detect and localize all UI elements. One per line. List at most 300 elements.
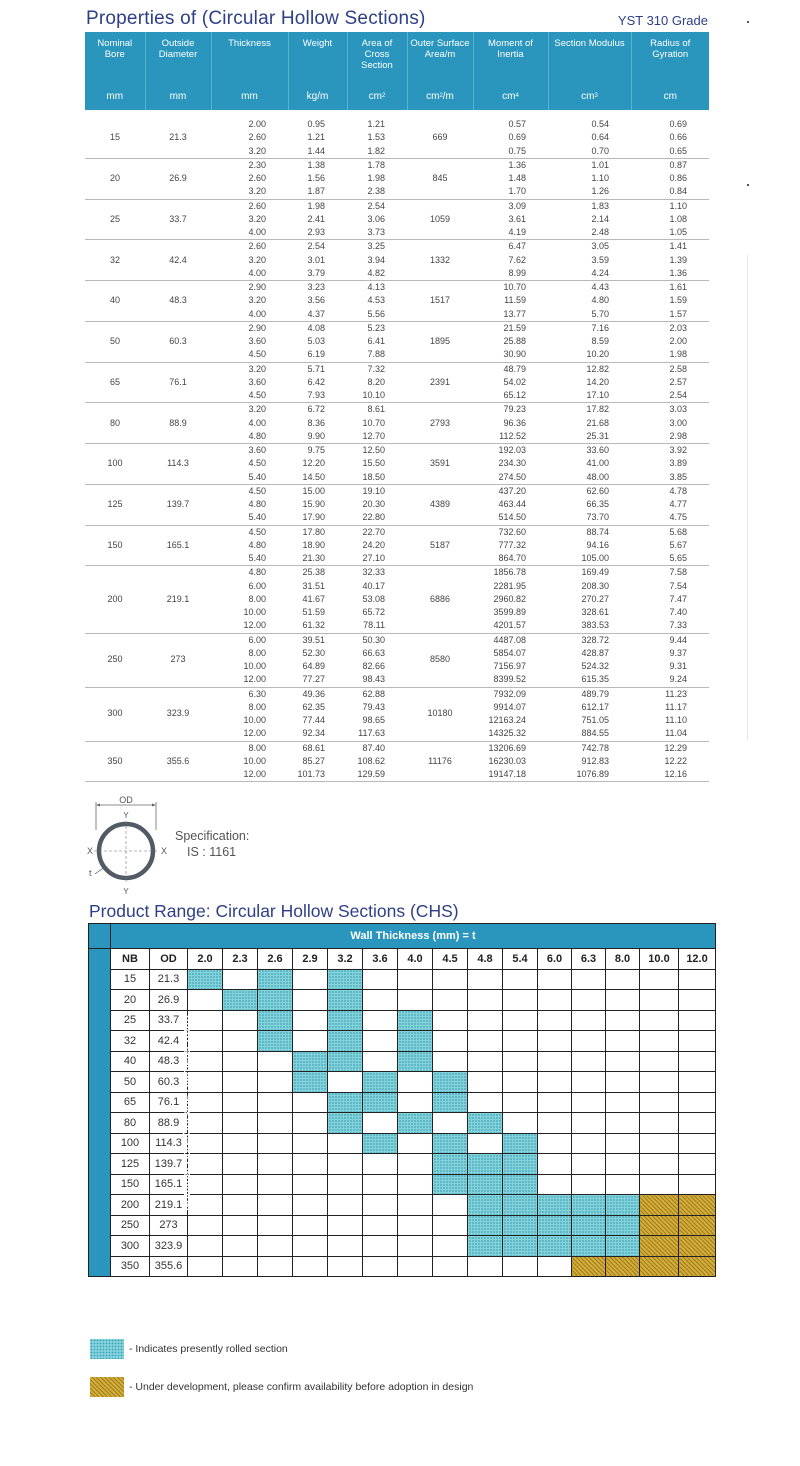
od-cell: 323.9 bbox=[150, 1236, 188, 1257]
nb-cell: 150 bbox=[111, 1174, 150, 1195]
empty-cell bbox=[223, 1174, 258, 1195]
empty-cell bbox=[363, 1256, 398, 1277]
weight-cell bbox=[288, 240, 347, 281]
inertia-value: 192.03 bbox=[498, 445, 526, 455]
modulus-cell bbox=[548, 240, 631, 281]
empty-cell bbox=[572, 990, 606, 1011]
inertia-cell bbox=[473, 281, 548, 322]
inertia-value: 10.70 bbox=[503, 282, 526, 292]
gyration-value: 9.44 bbox=[669, 634, 687, 645]
empty-cell bbox=[398, 1092, 433, 1113]
empty-cell bbox=[258, 1236, 293, 1257]
od-cell: 273 bbox=[150, 1215, 188, 1236]
column-header: Weight bbox=[288, 32, 347, 82]
specification-label: Specification: bbox=[175, 829, 250, 843]
development-cell bbox=[572, 1256, 606, 1277]
weight-cell bbox=[288, 321, 347, 362]
area-value: 98.65 bbox=[362, 715, 385, 725]
gyration-value: 3.89 bbox=[669, 458, 687, 469]
inertia-cell bbox=[473, 525, 548, 566]
table-row bbox=[85, 240, 709, 281]
gyration-value: 1.61 bbox=[669, 282, 687, 292]
empty-cell bbox=[640, 990, 679, 1011]
gyration-value: 12.29 bbox=[664, 742, 687, 753]
column-unit bbox=[473, 82, 548, 110]
outside-diameter-cell: 48.3 bbox=[145, 281, 211, 322]
empty-cell bbox=[398, 1154, 433, 1175]
outside-diameter-cell: 88.9 bbox=[145, 403, 211, 444]
area-value: 1.78 bbox=[367, 159, 385, 170]
legend-swatch-development bbox=[90, 1377, 124, 1397]
column-header: Radius of Gyration bbox=[631, 32, 709, 82]
empty-cell bbox=[468, 1010, 503, 1031]
empty-cell bbox=[679, 1031, 716, 1052]
weight-value: 31.51 bbox=[302, 580, 325, 591]
rolled-cell bbox=[468, 1174, 503, 1195]
inertia-value: 79.23 bbox=[503, 404, 526, 415]
thickness-cell bbox=[211, 403, 288, 444]
table-row bbox=[85, 362, 709, 403]
area-value: 4.82 bbox=[367, 267, 385, 278]
empty-cell bbox=[363, 1051, 398, 1072]
area-cell bbox=[347, 362, 407, 403]
weight-value: 3.56 bbox=[307, 295, 325, 306]
empty-cell bbox=[538, 1174, 572, 1195]
weight-value: 68.61 bbox=[302, 742, 325, 753]
area-value: 24.20 bbox=[362, 539, 385, 550]
gyration-value: 5.65 bbox=[669, 553, 687, 563]
empty-cell bbox=[468, 969, 503, 990]
thickness-value: 5.40 bbox=[248, 553, 266, 563]
table-row bbox=[85, 158, 709, 199]
rolled-cell bbox=[223, 990, 258, 1011]
rolled-cell bbox=[433, 1133, 468, 1154]
empty-cell bbox=[258, 1092, 293, 1113]
gyration-value: 9.31 bbox=[669, 661, 687, 671]
outer-surface-area-cell: 5187 bbox=[407, 525, 473, 566]
weight-value: 41.67 bbox=[302, 593, 325, 604]
gyration-cell bbox=[631, 741, 709, 782]
nb-cell: 15 bbox=[111, 969, 150, 990]
gyration-cell bbox=[631, 321, 709, 362]
column-unit bbox=[288, 82, 347, 110]
gyration-cell bbox=[631, 199, 709, 240]
inertia-value: 0.57 bbox=[508, 119, 526, 129]
inertia-cell bbox=[473, 444, 548, 485]
area-value: 10.70 bbox=[362, 417, 385, 428]
weight-value: 49.36 bbox=[302, 688, 325, 699]
empty-cell bbox=[503, 1113, 538, 1134]
area-value: 3.25 bbox=[367, 241, 385, 252]
inertia-value: 112.52 bbox=[499, 430, 526, 441]
thickness-value: 4.50 bbox=[248, 390, 266, 400]
modulus-value: 884.55 bbox=[581, 728, 609, 739]
thickness-value: 3.60 bbox=[248, 445, 266, 455]
od-cell: 76.1 bbox=[150, 1092, 188, 1113]
thickness-cell bbox=[211, 362, 288, 403]
modulus-value: 10.20 bbox=[586, 349, 609, 360]
thickness-value: 4.80 bbox=[248, 539, 266, 550]
inertia-value: 30.90 bbox=[503, 349, 526, 360]
inertia-value: 4.19 bbox=[508, 227, 526, 237]
nb-cell: 300 bbox=[111, 1236, 150, 1257]
rolled-cell bbox=[538, 1195, 572, 1216]
nb-cell: 125 bbox=[111, 1154, 150, 1175]
empty-cell bbox=[293, 1010, 328, 1031]
thickness-header: 10.0 bbox=[640, 949, 679, 970]
gyration-value: 2.98 bbox=[669, 430, 687, 441]
modulus-cell bbox=[548, 403, 631, 444]
nb-cell: 200 bbox=[111, 1195, 150, 1216]
weight-value: 6.42 bbox=[307, 376, 325, 387]
product-range-table bbox=[88, 923, 716, 1277]
area-value: 2.54 bbox=[367, 200, 385, 211]
thickness-value: 8.00 bbox=[248, 742, 266, 753]
gyration-value: 0.84 bbox=[669, 186, 687, 197]
thickness-value: 10.00 bbox=[243, 607, 266, 617]
empty-cell bbox=[572, 1010, 606, 1031]
empty-cell bbox=[363, 1031, 398, 1052]
y-label-top: Y bbox=[123, 811, 129, 820]
nominal-bore-cell: 80 bbox=[85, 403, 145, 444]
empty-cell bbox=[293, 990, 328, 1011]
development-cell bbox=[640, 1256, 679, 1277]
gyration-value: 3.03 bbox=[669, 404, 687, 415]
empty-cell bbox=[328, 1174, 363, 1195]
gyration-value: 1.36 bbox=[669, 267, 687, 278]
empty-cell bbox=[468, 1092, 503, 1113]
outer-surface-area-cell: 1059 bbox=[407, 199, 473, 240]
empty-cell bbox=[293, 1133, 328, 1154]
nominal-bore-cell: 150 bbox=[85, 525, 145, 566]
area-value: 98.43 bbox=[362, 674, 385, 685]
weight-cell bbox=[288, 362, 347, 403]
inertia-cell bbox=[473, 199, 548, 240]
nominal-bore-cell: 25 bbox=[85, 199, 145, 240]
thickness-header: 8.0 bbox=[606, 949, 640, 970]
modulus-value: 41.00 bbox=[586, 458, 609, 469]
weight-value: 2.93 bbox=[307, 227, 325, 237]
outside-diameter-cell: 355.6 bbox=[145, 741, 211, 782]
gyration-value: 1.57 bbox=[669, 308, 687, 319]
empty-cell bbox=[606, 1174, 640, 1195]
rolled-cell bbox=[468, 1195, 503, 1216]
rolled-cell bbox=[258, 1031, 293, 1052]
nb-cell: 350 bbox=[111, 1256, 150, 1277]
weight-value: 62.35 bbox=[302, 701, 325, 712]
empty-cell bbox=[398, 1215, 433, 1236]
area-value: 18.50 bbox=[362, 471, 385, 482]
rolled-cell bbox=[606, 1236, 640, 1257]
rolled-cell bbox=[468, 1215, 503, 1236]
development-cell bbox=[679, 1256, 716, 1277]
thickness-value: 6.00 bbox=[248, 580, 266, 591]
unit-suffix: /m bbox=[442, 91, 454, 102]
rolled-cell bbox=[468, 1113, 503, 1134]
inertia-cell bbox=[473, 321, 548, 362]
empty-cell bbox=[258, 1195, 293, 1216]
inertia-value: 2960.82 bbox=[493, 593, 526, 604]
rolled-cell bbox=[538, 1236, 572, 1257]
empty-cell bbox=[572, 1154, 606, 1175]
rolled-cell bbox=[433, 1092, 468, 1113]
empty-cell bbox=[433, 1031, 468, 1052]
modulus-cell bbox=[548, 158, 631, 199]
empty-cell bbox=[328, 1195, 363, 1216]
rolled-cell bbox=[258, 1010, 293, 1031]
thickness-cell bbox=[211, 444, 288, 485]
modulus-value: 0.54 bbox=[591, 119, 609, 129]
inertia-value: 1.36 bbox=[508, 159, 526, 170]
gyration-value: 5.68 bbox=[669, 526, 687, 537]
area-value: 40.17 bbox=[362, 580, 385, 591]
empty-cell bbox=[433, 1195, 468, 1216]
unit-text: mm bbox=[241, 91, 258, 102]
rolled-cell bbox=[398, 1031, 433, 1052]
empty-cell bbox=[258, 1072, 293, 1093]
inertia-cell bbox=[473, 687, 548, 741]
inertia-value: 16230.03 bbox=[488, 755, 526, 766]
rolled-cell bbox=[606, 1195, 640, 1216]
inertia-value: 1856.78 bbox=[493, 567, 526, 578]
weight-value: 51.59 bbox=[302, 607, 325, 617]
area-value: 82.66 bbox=[362, 661, 385, 671]
weight-value: 3.01 bbox=[307, 254, 325, 265]
gyration-value: 2.00 bbox=[669, 336, 687, 346]
empty-cell bbox=[468, 1031, 503, 1052]
modulus-value: 66.35 bbox=[586, 499, 609, 509]
empty-cell bbox=[503, 1031, 538, 1052]
gyration-cell bbox=[631, 484, 709, 525]
modulus-value: 1.10 bbox=[591, 173, 609, 183]
inertia-value: 864.70 bbox=[498, 553, 526, 563]
divider bbox=[747, 255, 748, 740]
inertia-value: 13.77 bbox=[503, 308, 526, 319]
thickness-header: 3.2 bbox=[328, 949, 363, 970]
thickness-header: 12.0 bbox=[679, 949, 716, 970]
gyration-value: 3.00 bbox=[669, 417, 687, 428]
area-value: 7.32 bbox=[367, 363, 385, 374]
inertia-cell bbox=[473, 566, 548, 633]
area-value: 8.20 bbox=[367, 376, 385, 387]
thickness-cell bbox=[211, 566, 288, 633]
weight-value: 25.38 bbox=[302, 567, 325, 578]
empty-cell bbox=[223, 1092, 258, 1113]
rolled-cell bbox=[538, 1215, 572, 1236]
weight-cell bbox=[288, 741, 347, 782]
range-band-row bbox=[89, 924, 716, 949]
inertia-value: 4487.08 bbox=[493, 634, 526, 645]
table-row bbox=[85, 633, 709, 687]
empty-cell bbox=[679, 1154, 716, 1175]
modulus-cell bbox=[548, 321, 631, 362]
modulus-value: 8.59 bbox=[591, 336, 609, 346]
column-header: Area of Cross Section bbox=[347, 32, 407, 82]
modulus-value: 2.14 bbox=[591, 213, 609, 224]
thickness-value: 8.00 bbox=[248, 701, 266, 712]
area-cell bbox=[347, 525, 407, 566]
area-value: 66.63 bbox=[362, 647, 385, 658]
thickness-value: 4.80 bbox=[248, 430, 266, 441]
empty-cell bbox=[188, 1236, 223, 1257]
rolled-cell bbox=[398, 1113, 433, 1134]
empty-cell bbox=[223, 1236, 258, 1257]
column-unit bbox=[347, 82, 407, 110]
rolled-cell bbox=[328, 969, 363, 990]
area-value: 27.10 bbox=[362, 553, 385, 563]
nominal-bore-cell: 40 bbox=[85, 281, 145, 322]
development-cell bbox=[679, 1215, 716, 1236]
range-row bbox=[89, 969, 716, 990]
thickness-value: 4.00 bbox=[248, 308, 266, 319]
modulus-cell bbox=[548, 362, 631, 403]
thickness-value: 8.00 bbox=[248, 593, 266, 604]
unit-superscript: 4 bbox=[515, 93, 519, 99]
unit-text: mm bbox=[169, 91, 187, 102]
od-cell: 139.7 bbox=[150, 1154, 188, 1175]
development-cell bbox=[679, 1236, 716, 1257]
thickness-header: 4.5 bbox=[433, 949, 468, 970]
empty-cell bbox=[433, 1215, 468, 1236]
od-cell: 219.1 bbox=[150, 1195, 188, 1216]
rolled-cell bbox=[328, 1051, 363, 1072]
area-cell bbox=[347, 158, 407, 199]
area-value: 1.82 bbox=[367, 145, 385, 156]
gyration-value: 2.03 bbox=[669, 322, 687, 333]
empty-cell bbox=[679, 1133, 716, 1154]
empty-cell bbox=[606, 1154, 640, 1175]
empty-cell bbox=[606, 1051, 640, 1072]
rolled-cell bbox=[293, 1072, 328, 1093]
od-cell: 33.7 bbox=[150, 1010, 188, 1031]
empty-cell bbox=[293, 1215, 328, 1236]
area-value: 10.10 bbox=[362, 390, 385, 400]
area-value: 19.10 bbox=[362, 485, 385, 496]
modulus-value: 73.70 bbox=[586, 512, 609, 523]
empty-cell bbox=[538, 1154, 572, 1175]
thickness-value: 12.00 bbox=[243, 769, 266, 779]
nominal-bore-cell: 32 bbox=[85, 240, 145, 281]
weight-value: 2.54 bbox=[307, 241, 325, 252]
empty-cell bbox=[640, 1174, 679, 1195]
empty-cell bbox=[503, 1072, 538, 1093]
nb-cell: 32 bbox=[111, 1031, 150, 1052]
inertia-value: 13206.69 bbox=[488, 742, 526, 753]
area-cell bbox=[347, 566, 407, 633]
empty-cell bbox=[503, 1256, 538, 1277]
range-title: Product Range: Circular Hollow Sections (CHS) bbox=[89, 901, 459, 921]
weight-cell bbox=[288, 633, 347, 687]
outside-diameter-cell: 26.9 bbox=[145, 158, 211, 199]
rolled-cell bbox=[258, 969, 293, 990]
outside-diameter-cell: 219.1 bbox=[145, 566, 211, 633]
area-value: 3.94 bbox=[367, 254, 385, 265]
gyration-value: 7.58 bbox=[669, 567, 687, 578]
table-row bbox=[85, 321, 709, 362]
empty-cell bbox=[363, 1113, 398, 1134]
modulus-value: 383.53 bbox=[581, 620, 609, 631]
thickness-header: 2.0 bbox=[188, 949, 223, 970]
modulus-value: 1.01 bbox=[591, 159, 609, 170]
empty-cell bbox=[679, 1174, 716, 1195]
grade-label: YST 310 Grade bbox=[617, 13, 708, 28]
rolled-cell bbox=[398, 1051, 433, 1072]
gyration-value: 9.37 bbox=[669, 647, 687, 658]
empty-cell bbox=[363, 990, 398, 1011]
area-value: 65.72 bbox=[362, 607, 385, 617]
weight-cell bbox=[288, 484, 347, 525]
thickness-value: 2.90 bbox=[248, 322, 266, 333]
empty-cell bbox=[433, 990, 468, 1011]
rolled-cell bbox=[503, 1154, 538, 1175]
thickness-value: 3.60 bbox=[248, 376, 266, 387]
empty-cell bbox=[572, 1174, 606, 1195]
area-value: 79.43 bbox=[362, 701, 385, 712]
modulus-value: 4.43 bbox=[591, 282, 609, 292]
weight-value: 0.95 bbox=[307, 119, 325, 129]
unit-superscript: 2 bbox=[439, 93, 443, 99]
empty-cell bbox=[433, 1010, 468, 1031]
column-unit bbox=[631, 82, 709, 110]
empty-cell bbox=[363, 969, 398, 990]
od-cell: 355.6 bbox=[150, 1256, 188, 1277]
empty-cell bbox=[606, 1072, 640, 1093]
inertia-value: 12163.24 bbox=[488, 715, 526, 725]
nominal-bore-cell: 100 bbox=[85, 444, 145, 485]
area-cell bbox=[347, 281, 407, 322]
thickness-value: 2.00 bbox=[248, 119, 266, 129]
outside-diameter-cell: 21.3 bbox=[145, 118, 211, 158]
gyration-value: 1.98 bbox=[669, 349, 687, 360]
area-value: 1.53 bbox=[367, 132, 385, 143]
weight-value: 17.90 bbox=[302, 512, 325, 523]
modulus-value: 25.31 bbox=[586, 430, 609, 441]
empty-cell bbox=[572, 1051, 606, 1072]
modulus-cell bbox=[548, 118, 631, 158]
gyration-value: 11.10 bbox=[665, 715, 687, 725]
inertia-value: 3.61 bbox=[508, 213, 526, 224]
area-cell bbox=[347, 633, 407, 687]
rolled-cell bbox=[572, 1236, 606, 1257]
gyration-value: 4.75 bbox=[669, 512, 687, 523]
empty-cell bbox=[363, 1195, 398, 1216]
empty-cell bbox=[328, 1236, 363, 1257]
area-value: 22.70 bbox=[362, 526, 385, 537]
column-header: Outer Surface Area/m bbox=[407, 32, 473, 82]
modulus-cell bbox=[548, 199, 631, 240]
rolled-cell bbox=[363, 1072, 398, 1093]
empty-cell bbox=[572, 1092, 606, 1113]
area-value: 3.73 bbox=[367, 227, 385, 237]
inertia-value: 3599.89 bbox=[493, 607, 526, 617]
modulus-cell bbox=[548, 525, 631, 566]
inertia-value: 1.48 bbox=[508, 173, 526, 183]
thickness-cell bbox=[211, 525, 288, 566]
outside-diameter-cell: 323.9 bbox=[145, 687, 211, 741]
empty-cell bbox=[606, 1092, 640, 1113]
modulus-value: 428.87 bbox=[581, 647, 609, 658]
area-value: 8.61 bbox=[367, 404, 385, 415]
gyration-value: 1.10 bbox=[669, 200, 687, 211]
empty-cell bbox=[433, 1236, 468, 1257]
rolled-cell bbox=[363, 1092, 398, 1113]
od-header: OD bbox=[150, 949, 188, 970]
rolled-cell bbox=[433, 1072, 468, 1093]
inertia-value: 7156.97 bbox=[493, 661, 526, 671]
thickness-value: 6.00 bbox=[248, 634, 266, 645]
outer-surface-area-cell: 1517 bbox=[407, 281, 473, 322]
rolled-cell bbox=[503, 1195, 538, 1216]
